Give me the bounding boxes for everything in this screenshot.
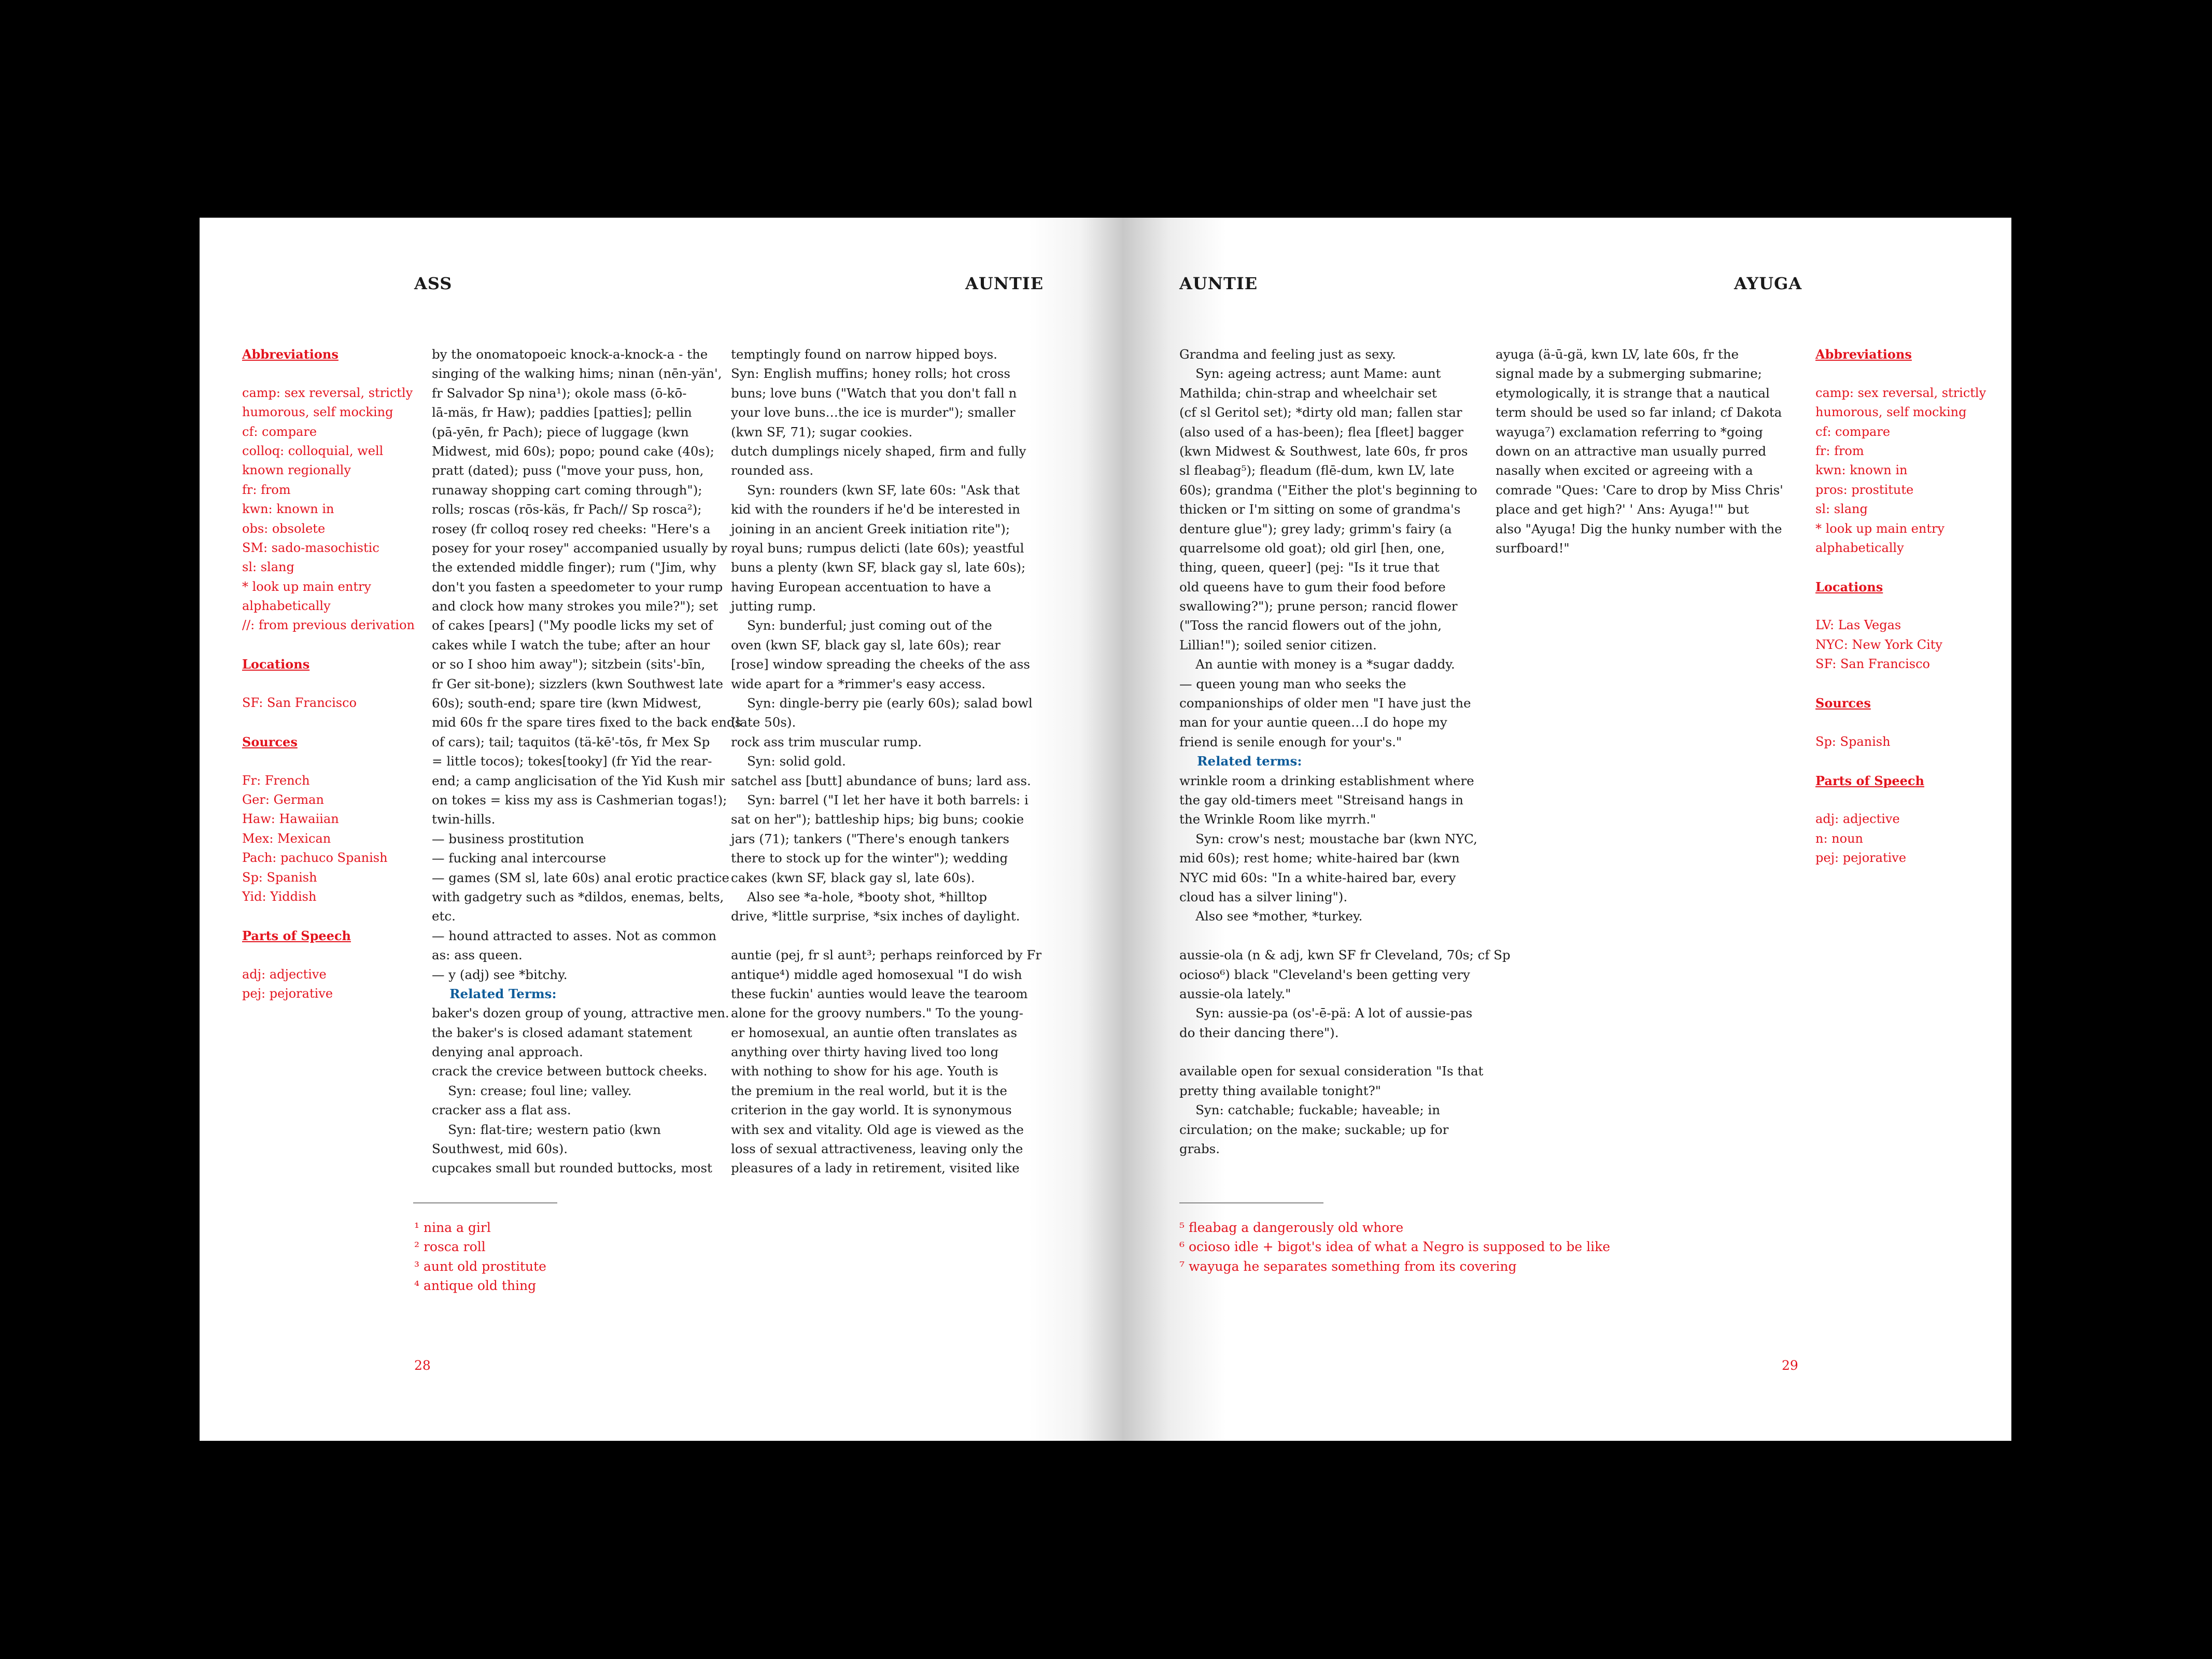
text-line: anything over thirty having lived too long	[731, 1044, 999, 1060]
text-line: twin-hills.	[432, 812, 496, 827]
text-line: rosey (fr colloq rosey red cheeks: "Here's a	[432, 521, 711, 536]
text-line: runaway shopping cart coming through");	[432, 482, 702, 498]
text-line: royal buns; rumpus delicti (late 60s); yeastful	[731, 540, 1024, 556]
text-line: ³ aunt old prostitute	[414, 1258, 546, 1274]
text-line: Also see *a-hole, *booty shot, *hilltop	[731, 889, 987, 904]
key-line: humorous, self mocking	[242, 405, 393, 420]
text-line: companionships of older men "I have just the	[1179, 696, 1471, 711]
text-line: Related Terms:	[432, 986, 557, 1001]
text-line: Lillian!"); soiled senior citizen.	[1179, 637, 1377, 653]
key-line: NYC: New York City	[1815, 637, 1942, 652]
key-line: fr: from	[242, 482, 291, 497]
text-line: aussie-ola lately."	[1179, 986, 1291, 1001]
text-line: dutch dumplings nicely shaped, firm and fully	[731, 443, 1026, 459]
text-line: (late 50s).	[731, 715, 796, 730]
text-line: Southwest, mid 60s).	[432, 1141, 568, 1157]
text-line: (kwn Midwest & Southwest, late 60s, fr pros	[1179, 443, 1468, 459]
text-line: (pā-yēn, fr Pach); piece of luggage (kwn	[432, 424, 689, 439]
text-line: cupcakes small but rounded buttocks, most	[432, 1160, 712, 1176]
dictionary-column-2	[731, 345, 1041, 1178]
text-line: denying anal approach.	[432, 1044, 583, 1060]
key-line	[242, 906, 415, 926]
text-line: crack the crevice between buttock cheeks.	[432, 1064, 708, 1079]
key-line: * look up main entry	[1815, 521, 1945, 536]
text-line: ("Toss the rancid flowers out of the john,	[1179, 618, 1442, 633]
text-line: term should be used so far inland; cf Dakota	[1496, 405, 1782, 420]
text-line: rounded ass.	[731, 463, 814, 478]
text-line: grabs.	[1179, 1141, 1220, 1157]
text-line: — queen young man who seeks the	[1179, 676, 1406, 691]
text-line: the baker's is closed adamant statement	[432, 1025, 693, 1040]
key-line: cf: compare	[242, 424, 317, 439]
text-line: temptingly found on narrow hipped boys.	[731, 347, 997, 362]
key-line: camp: sex reversal, strictly	[242, 385, 413, 400]
text-line: with nothing to show for his age. Youth is	[731, 1064, 998, 1079]
text-line: circulation; on the make; suckable; up for	[1179, 1122, 1449, 1137]
text-line: as: ass queen.	[432, 947, 523, 963]
text-line: on tokes = kiss my ass is Cashmerian togas!);	[432, 792, 727, 807]
key-line	[1815, 597, 1986, 616]
text-line: — business prostitution	[432, 831, 584, 846]
page-number: 29	[1782, 1358, 1798, 1373]
text-line: — hound attracted to asses. Not as common	[432, 928, 717, 943]
key-line: sl: slang	[242, 560, 294, 575]
abbreviation-key	[1815, 345, 1986, 868]
text-line: your love buns…the ice is murder"); smaller	[731, 405, 1016, 420]
key-line: SM: sado-masochistic	[242, 540, 379, 555]
text-line: mid 60s); rest home; white-haired bar (kwn	[1179, 850, 1460, 866]
key-heading: Abbreviations	[1815, 347, 1912, 362]
text-line: or so I shoo him away"); sitzbein (sits'-bīn,	[432, 657, 706, 672]
key-heading: Sources	[242, 734, 298, 749]
text-line: old queens have to gum their food before	[1179, 579, 1446, 594]
key-line: camp: sex reversal, strictly	[1815, 385, 1986, 400]
text-line: — fucking anal intercourse	[432, 850, 607, 866]
text-line: Syn: bunderful; just coming out of the	[731, 618, 992, 633]
text-line: singing of the walking hims; ninan (nēn-yän',	[432, 366, 722, 381]
text-line: Mathilda; chin-strap and wheelchair set	[1179, 385, 1437, 401]
key-line	[242, 674, 415, 693]
dictionary-column-2	[1496, 345, 1783, 558]
text-line: surfboard!"	[1496, 540, 1570, 556]
key-heading: Parts of Speech	[242, 928, 351, 943]
text-line: Midwest, mid 60s); popo; pound cake (40s);	[432, 443, 714, 459]
text-line: buns a plenty (kwn SF, black gay sl, late 60s);	[731, 560, 1026, 575]
text-line: of cakes [pears] ("My poodle licks my set of	[432, 618, 713, 633]
text-line: ⁶ ocioso idle + bigot's idea of what a Negro is supposed to be like	[1179, 1239, 1611, 1255]
key-line: alphabetically	[242, 599, 331, 614]
key-line	[1815, 364, 1986, 383]
text-line: (also used of a has-been); flea [fleet] bagger	[1179, 424, 1463, 439]
text-line: 60s); south-end; spare tire (kwn Midwest,	[432, 696, 702, 711]
key-line	[1815, 674, 1986, 693]
text-line: (kwn SF, 71); sugar cookies.	[731, 424, 913, 439]
text-line: auntie (pej, fr sl aunt³; perhaps reinforced by Fr	[731, 947, 1042, 963]
key-line: obs: obsolete	[242, 521, 326, 536]
text-line: jutting rump.	[731, 599, 816, 614]
key-line: pej: pejorative	[1815, 850, 1907, 866]
text-line: kid with the rounders if he'd be interested in	[731, 502, 1020, 517]
text-line: Syn: English muffins; honey rolls; hot cross	[731, 366, 1010, 381]
key-line: Yid: Yiddish	[242, 889, 317, 904]
text-line: joining in an ancient Greek initiation rite");	[731, 521, 1010, 536]
key-heading: Parts of Speech	[1815, 773, 1924, 788]
key-line: //: from previous derivation	[242, 618, 415, 633]
text-line: the extended middle finger); rum ("Jim, why	[432, 560, 716, 575]
text-line: ² rosca roll	[414, 1239, 486, 1255]
text-line: (cf sl Geritol set); *dirty old man; fallen star	[1179, 405, 1462, 420]
text-line: man for your auntie queen…I do hope my	[1179, 715, 1447, 730]
key-line: Sp: Spanish	[1815, 734, 1891, 749]
text-line: etc.	[432, 909, 456, 924]
text-line: pretty thing available tonight?"	[1179, 1083, 1381, 1098]
text-line: sl fleabag⁵); fleadum (flē-dum, kwn LV, late	[1179, 463, 1455, 478]
key-line: Ger: German	[242, 792, 324, 807]
key-line: Sp: Spanish	[242, 870, 317, 885]
text-line: mid 60s fr the spare tires fixed to the back ends	[432, 715, 742, 730]
key-line: SF: San Francisco	[242, 696, 357, 711]
key-line	[242, 364, 415, 383]
text-line: down on an attractive man usually purred	[1496, 443, 1767, 459]
text-line: antique⁴) middle aged homosexual "I do wish	[731, 967, 1022, 982]
running-head-right: AYUGA	[1734, 274, 1802, 293]
text-line: of cars); tail; taquitos (tä-kē'-tōs, fr Mex Sp	[432, 734, 710, 749]
text-line: ⁷ wayuga he separates something from its covering	[1179, 1258, 1517, 1274]
text-line: the premium in the real world, but it is the	[731, 1083, 1007, 1098]
text-line: Syn: crow's nest; moustache bar (kwn NYC,	[1179, 831, 1477, 846]
text-line: 60s); grandma ("Either the plot's beginning to	[1179, 482, 1477, 498]
text-line: denture glue"); grey lady; grimm's fairy (a	[1179, 521, 1452, 536]
text-line: available open for sexual consideration "Is that	[1179, 1064, 1484, 1079]
dictionary-column-1	[432, 345, 741, 1178]
key-line: humorous, self mocking	[1815, 405, 1967, 420]
text-line: oven (kwn SF, black gay sl, late 60s); rear	[731, 637, 1001, 653]
text-line: Syn: crease; foul line; valley.	[432, 1083, 632, 1098]
text-line: Also see *mother, *turkey.	[1179, 909, 1363, 924]
key-line	[242, 751, 415, 771]
key-line: adj: adjective	[242, 967, 327, 982]
footnotes	[414, 1218, 546, 1296]
text-line: Syn: aussie-pa (os'-ē-pä: A lot of aussie-pas	[1179, 1005, 1473, 1021]
key-line: Fr: French	[242, 773, 310, 788]
key-line: SF: San Francisco	[1815, 657, 1931, 672]
text-line: er homosexual, an auntie often translates as	[731, 1025, 1018, 1040]
text-line: etymologically, it is strange that a nautical	[1496, 385, 1770, 401]
key-line: cf: compare	[1815, 424, 1891, 439]
running-head-left: AUNTIE	[1179, 274, 1258, 293]
text-line: wayuga⁷) exclamation referring to *going	[1496, 424, 1763, 439]
text-line: — y (adj) see *bitchy.	[432, 967, 568, 982]
text-line: friend is senile enough for your's."	[1179, 734, 1402, 749]
dictionary-column-1	[1179, 345, 1511, 1158]
text-line: lā-mäs, fr Haw); paddies [patties]; pellin	[432, 405, 692, 420]
key-line: Pach: pachuco Spanish	[242, 850, 388, 866]
key-line	[242, 713, 415, 732]
key-line: adj: adjective	[1815, 812, 1900, 827]
key-line: * look up main entry	[242, 579, 371, 594]
text-line	[731, 926, 1041, 945]
text-line: Syn: barrel ("I let her have it both barrels: i	[731, 792, 1028, 807]
text-line: by the onomatopoeic knock-a-knock-a - the	[432, 347, 708, 362]
key-line	[1815, 751, 1986, 771]
text-line: posey for your rosey" accompanied usually by	[432, 540, 728, 556]
text-line: comrade "Ques: 'Care to drop by Miss Chris'	[1496, 482, 1783, 498]
text-line: cracker ass a flat ass.	[432, 1102, 571, 1118]
key-line: kwn: known in	[242, 502, 334, 517]
text-line: Syn: ageing actress; aunt Mame: aunt	[1179, 366, 1441, 381]
text-line: Syn: catchable; fuckable; haveable; in	[1179, 1102, 1441, 1118]
text-line: thicken or I'm sitting on some of grandma's	[1179, 502, 1461, 517]
running-head-left: ASS	[414, 274, 453, 293]
text-line: nasally when excited or agreeing with a	[1496, 463, 1753, 478]
text-line: wide apart for a *rimmer's easy access.	[731, 676, 986, 691]
text-line: — games (SM sl, late 60s) anal erotic practice	[432, 870, 729, 885]
text-line: do their dancing there").	[1179, 1025, 1339, 1040]
text-line: buns; love buns ("Watch that you don't fall n	[731, 385, 1017, 401]
key-heading: Locations	[242, 657, 310, 672]
text-line: = little tocos); tokes[tooky] (fr Yid the rear-	[432, 754, 712, 769]
text-line: wrinkle room a drinking establishment where	[1179, 773, 1474, 788]
left-page	[200, 218, 1122, 1441]
text-line: An auntie with money is a *sugar daddy.	[1179, 657, 1455, 672]
text-line: ayuga (ä-ū-gä, kwn LV, late 60s, fr the	[1496, 347, 1739, 362]
text-line: criterion in the gay world. It is synonymous	[731, 1102, 1012, 1118]
key-line: LV: Las Vegas	[1815, 618, 1901, 633]
text-line	[1179, 926, 1511, 945]
text-line: signal made by a submerging submarine;	[1496, 366, 1762, 381]
text-line	[1179, 1042, 1511, 1061]
footnote-rule	[413, 1202, 557, 1203]
text-line: also "Ayuga! Dig the hunky number with the	[1496, 521, 1782, 536]
text-line: ¹ nina a girl	[414, 1220, 491, 1235]
text-line: the gay old-timers meet "Streisand hangs in	[1179, 792, 1463, 807]
key-line: Haw: Hawaiian	[242, 812, 339, 827]
right-page	[1122, 218, 2011, 1441]
key-line: colloq: colloquial, well	[242, 443, 384, 458]
key-line: fr: from	[1815, 443, 1864, 458]
text-line: fr Ger sit-bone); sizzlers (kwn Southwest late	[432, 676, 723, 691]
text-line: jars (71); tankers ("There's enough tankers	[731, 831, 1009, 846]
key-line: known regionally	[242, 463, 351, 478]
text-line: there to stock up for the winter"); wedding	[731, 850, 1008, 866]
text-line: ocioso⁶) black "Cleveland's been getting very	[1179, 967, 1470, 982]
key-line: n: noun	[1815, 831, 1863, 846]
key-line: Mex: Mexican	[242, 831, 331, 846]
page-number: 28	[414, 1358, 431, 1373]
key-line	[242, 635, 415, 655]
key-heading: Abbreviations	[242, 347, 339, 362]
key-heading: Sources	[1815, 696, 1871, 711]
text-line: ⁴ antique old thing	[414, 1278, 537, 1294]
text-line: sat on her"); battleship hips; big buns; cookie	[731, 812, 1024, 827]
text-line: rolls; roscas (rōs-käs, fr Pach// Sp rosca²);	[432, 502, 702, 517]
text-line: Syn: solid gold.	[731, 754, 846, 769]
text-line: baker's dozen group of young, attractive men.	[432, 1005, 729, 1021]
key-line	[1815, 558, 1986, 577]
key-line: sl: slang	[1815, 502, 1868, 517]
text-line: Syn: flat-tire; western patio (kwn	[432, 1122, 661, 1137]
text-line: loss of sexual attractiveness, leaving only the	[731, 1141, 1023, 1157]
text-line: cakes while I watch the tube; after an hour	[432, 637, 710, 653]
key-line	[1815, 790, 1986, 810]
abbreviation-key	[242, 345, 415, 1003]
key-line: pej: pejorative	[242, 986, 333, 1001]
footnote-rule	[1179, 1202, 1323, 1203]
text-line: thing, queen, queer] (pej: "Is it true that	[1179, 560, 1440, 575]
text-line: satchel ass [butt] abundance of buns; lard ass.	[731, 773, 1031, 788]
text-line: Related terms:	[1179, 754, 1302, 769]
text-line: rock ass trim muscular rump.	[731, 734, 922, 749]
text-line: place and get high?' ' Ans: Ayuga!'" but	[1496, 502, 1749, 517]
text-line: quarrelsome old goat); old girl [hen, one,	[1179, 540, 1445, 556]
text-line: Syn: dingle-berry pie (early 60s); salad bowl	[731, 696, 1033, 711]
text-line: having European accentuation to have a	[731, 579, 991, 594]
text-line: Grandma and feeling just as sexy.	[1179, 347, 1396, 362]
text-line: fr Salvador Sp nina¹); okole mass (ō-kō-	[432, 385, 687, 401]
key-heading: Locations	[1815, 579, 1883, 594]
text-line: end; a camp anglicisation of the Yid Kush mir	[432, 773, 725, 788]
text-line: pleasures of a lady in retirement, visited like	[731, 1160, 1020, 1176]
text-line: with sex and vitality. Old age is viewed as the	[731, 1122, 1024, 1137]
running-head-right: AUNTIE	[965, 274, 1044, 293]
footnotes	[1179, 1218, 1610, 1276]
text-line: cloud has a silver lining").	[1179, 889, 1348, 904]
text-line: drive, *little surprise, *six inches of daylight.	[731, 909, 1020, 924]
text-line: the Wrinkle Room like myrrh."	[1179, 812, 1376, 827]
text-line: NYC mid 60s: "In a white-haired bar, every	[1179, 870, 1456, 885]
key-line: kwn: known in	[1815, 463, 1908, 478]
key-line	[1815, 713, 1986, 732]
text-line: these fuckin' aunties would leave the tearoom	[731, 986, 1028, 1001]
text-line: cakes (kwn SF, black gay sl, late 60s).	[731, 870, 975, 885]
text-line: alone for the groovy numbers." To the young-	[731, 1005, 1023, 1021]
key-line: pros: prostitute	[1815, 482, 1914, 497]
text-line: swallowing?"); prune person; rancid flower	[1179, 599, 1458, 614]
text-line: and clock how many strokes you mile?"); set	[432, 599, 718, 614]
text-line: don't you fasten a speedometer to your rump	[432, 579, 723, 594]
text-line: aussie-ola (n & adj, kwn SF fr Cleveland, 70s; cf Sp	[1179, 947, 1511, 963]
text-line: [rose] window spreading the cheeks of the ass	[731, 657, 1030, 672]
text-line: with gadgetry such as *dildos, enemas, belts,	[432, 889, 724, 904]
text-line: ⁵ fleabag a dangerously old whore	[1179, 1220, 1404, 1235]
text-line: pratt (dated); puss ("move your puss, hon,	[432, 463, 704, 478]
key-line	[242, 945, 415, 965]
text-line: Syn: rounders (kwn SF, late 60s: "Ask that	[731, 482, 1020, 498]
key-line: alphabetically	[1815, 540, 1904, 555]
